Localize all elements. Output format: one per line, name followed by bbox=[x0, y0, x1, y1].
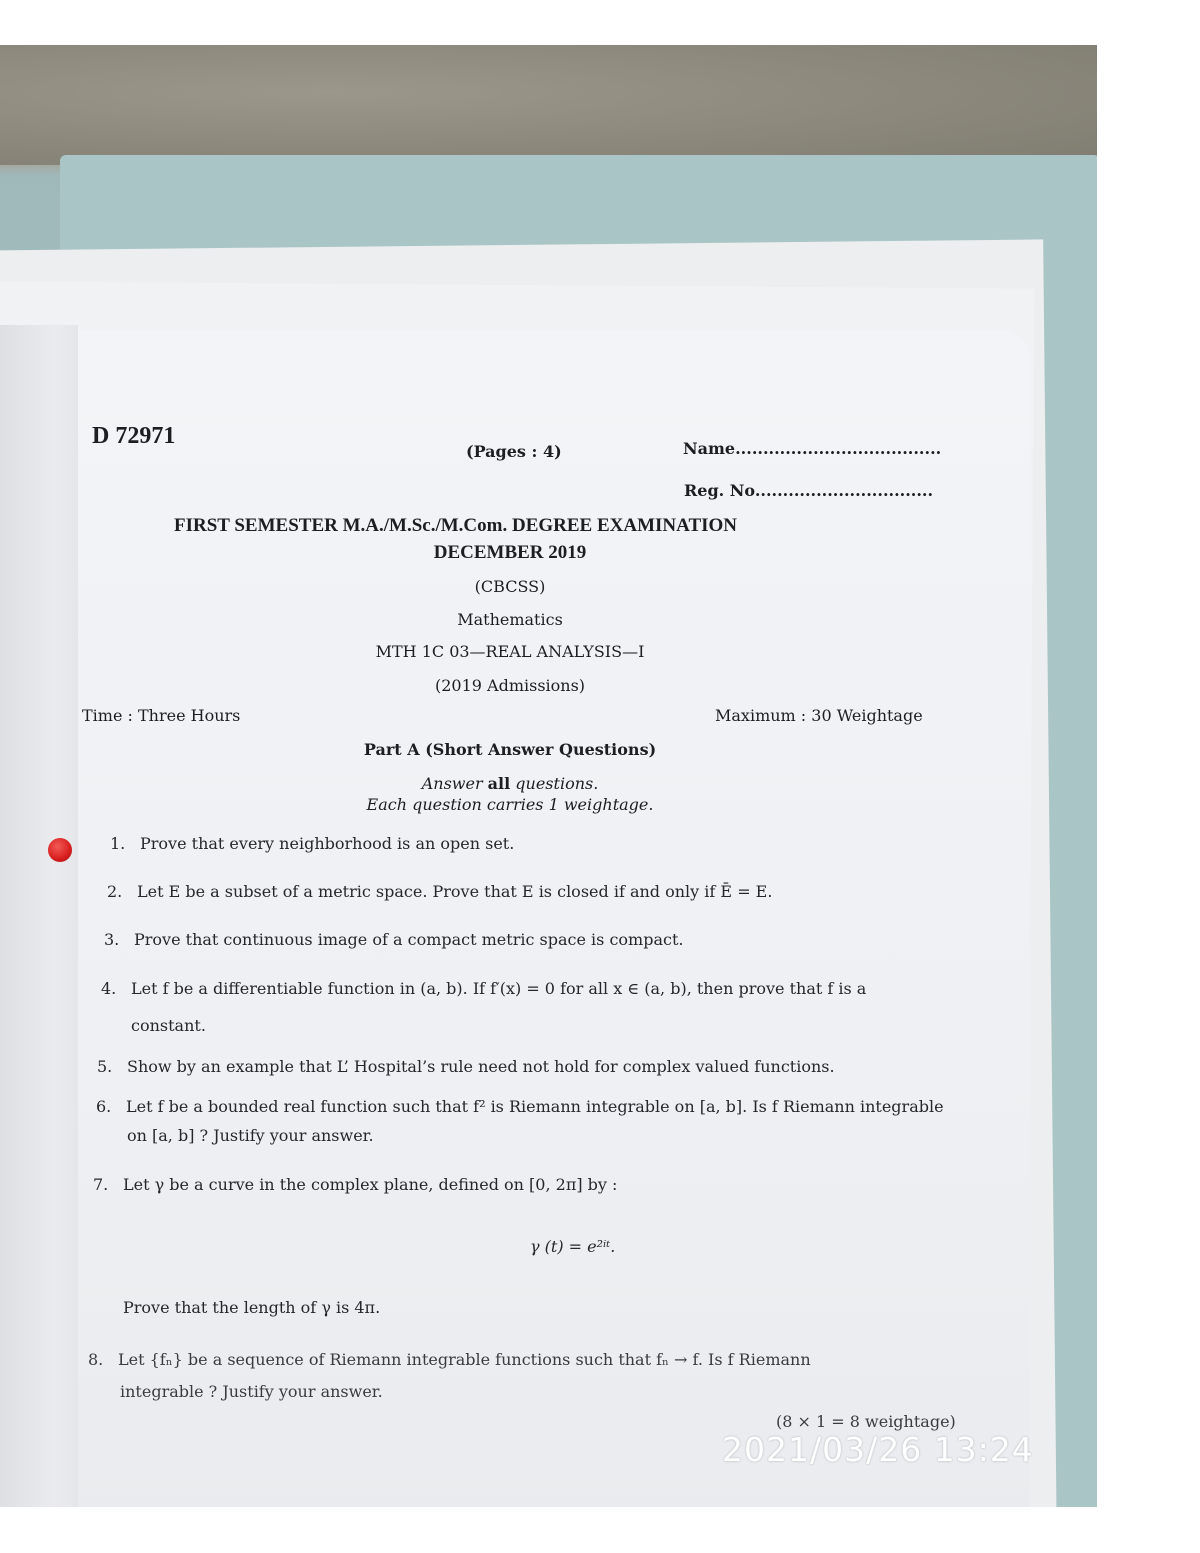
exam-title: FIRST SEMESTER M.A./M.Sc./M.Com. DEGREE EXAMINATION bbox=[174, 515, 738, 536]
instruction-emphasis: all bbox=[487, 774, 511, 793]
question-4 bbox=[101, 979, 866, 998]
paper-title: MTH 1C 03—REAL ANALYSIS—I bbox=[375, 642, 645, 661]
question-1 bbox=[110, 834, 514, 853]
question-8-continued: integrable ? Justify your answer. bbox=[120, 1382, 383, 1401]
exam-session: DECEMBER 2019 bbox=[433, 542, 587, 563]
question-number: 7. bbox=[93, 1175, 109, 1194]
question-number: 4. bbox=[101, 979, 117, 998]
maximum-weightage: Maximum : 30 Weightage bbox=[715, 706, 923, 725]
admissions-year: (2019 Admissions) bbox=[434, 676, 586, 695]
instruction-weightage: Each question carries 1 weightage. bbox=[366, 795, 654, 814]
reg-no-field-label: Reg. No................................ bbox=[684, 481, 934, 500]
table-surface bbox=[0, 45, 1097, 165]
question-text: Prove that every neighborhood is an open set. bbox=[140, 834, 515, 853]
exam-duration: Time : Three Hours bbox=[82, 706, 241, 725]
question-text: Let {fₙ} be a sequence of Riemann integrable functions such that fₙ → f. Is f Riemann bbox=[118, 1350, 811, 1369]
question-text: Let f be a bounded real function such that f² is Riemann integrable on [a, b]. Is f Riemann integrable bbox=[126, 1097, 944, 1116]
question-7-continued: Prove that the length of γ is 4π. bbox=[123, 1298, 381, 1317]
question-5 bbox=[97, 1057, 835, 1076]
instruction-text: questions. bbox=[510, 774, 599, 793]
question-text: Show by an example that L’ Hospital’s rule need not hold for complex valued functions. bbox=[127, 1057, 835, 1076]
question-number: 2. bbox=[107, 882, 123, 901]
instruction-text: Answer bbox=[421, 774, 488, 793]
question-7 bbox=[93, 1175, 617, 1194]
part-a-weightage-total: (8 × 1 = 8 weightage) bbox=[776, 1412, 956, 1431]
page-count: (Pages : 4) bbox=[466, 442, 562, 461]
paper-edge bbox=[0, 325, 78, 1507]
question-8 bbox=[88, 1350, 811, 1369]
curve-formula: γ (t) = e²ⁱᵗ. bbox=[530, 1237, 616, 1256]
question-6-continued: on [a, b] ? Justify your answer. bbox=[127, 1126, 374, 1145]
question-text: Let f be a differentiable function in (a, b). If f′(x) = 0 for all x ∈ (a, b), then prove that f is a bbox=[131, 979, 867, 998]
question-4-continued: constant. bbox=[131, 1016, 206, 1035]
part-a-heading: Part A (Short Answer Questions) bbox=[363, 740, 657, 759]
question-2 bbox=[107, 882, 772, 901]
photo-timestamp: 2021/03/26 13:24 bbox=[722, 1430, 1034, 1469]
question-number: 8. bbox=[88, 1350, 104, 1369]
question-text: Prove that continuous image of a compact metric space is compact. bbox=[134, 930, 684, 949]
question-number: 1. bbox=[110, 834, 126, 853]
question-number: 5. bbox=[97, 1057, 113, 1076]
exam-sheet bbox=[0, 330, 1030, 1507]
exam-subject: Mathematics bbox=[457, 610, 563, 629]
question-text: Let E be a subset of a metric space. Prove that E is closed if and only if Ē = E. bbox=[137, 882, 773, 901]
instruction-answer-all bbox=[310, 774, 710, 793]
exam-scheme: (CBCSS) bbox=[474, 577, 546, 596]
red-pin-icon bbox=[48, 838, 72, 862]
question-number: 6. bbox=[96, 1097, 112, 1116]
paper-code: D 72971 bbox=[92, 423, 176, 449]
question-number: 3. bbox=[104, 930, 120, 949]
question-text: Let γ be a curve in the complex plane, defined on [0, 2π] by : bbox=[123, 1175, 618, 1194]
question-3 bbox=[104, 930, 683, 949]
question-6 bbox=[96, 1097, 944, 1116]
name-field-label: Name..................................... bbox=[683, 439, 942, 458]
